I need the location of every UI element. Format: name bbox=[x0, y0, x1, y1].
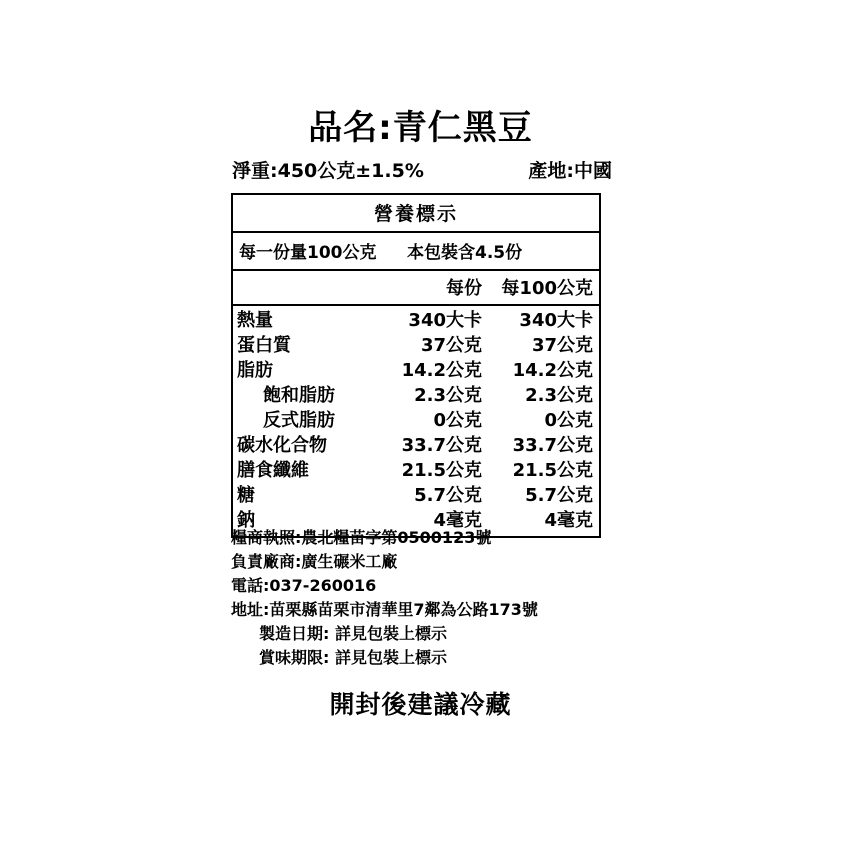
manufacturer-info bbox=[231, 526, 631, 670]
table-row bbox=[237, 433, 595, 458]
nutrient-per-serving: 5.7公克 bbox=[414, 485, 482, 506]
license-line: 糧商執照:農北糧苗字第0500123號 bbox=[231, 528, 492, 547]
best-before-line: 賞味期限: 詳見包裝上標示 bbox=[259, 648, 447, 667]
nutrient-per-100g: 33.7公克 bbox=[512, 435, 593, 456]
net-weight-text: 淨重:450公克±1.5% bbox=[232, 160, 424, 182]
production-date-line: 製造日期: 詳見包裝上標示 bbox=[259, 624, 447, 643]
nutrient-name: 膳食纖維 bbox=[237, 460, 309, 481]
table-row bbox=[237, 358, 595, 383]
nutrition-facts-table bbox=[231, 193, 601, 538]
nutrient-name: 蛋白質 bbox=[237, 335, 291, 356]
page-title: 品名:青仁黑豆 bbox=[308, 108, 533, 148]
nutrient-per-serving: 14.2公克 bbox=[401, 360, 482, 381]
nutrition-rows bbox=[233, 306, 599, 536]
nutrient-per-serving: 340大卡 bbox=[408, 310, 482, 331]
phone-line: 電話:037-260016 bbox=[231, 576, 377, 595]
storage-note: 開封後建議冷藏 bbox=[329, 690, 512, 719]
nutrient-per-serving: 4毫克 bbox=[433, 510, 482, 531]
serving-size: 每一份量100公克 bbox=[239, 243, 377, 263]
nutrient-per-serving: 0公克 bbox=[433, 410, 482, 431]
nutrition-title: 營養標示 bbox=[233, 195, 599, 233]
table-row bbox=[237, 408, 595, 433]
nutrient-per-100g: 14.2公克 bbox=[512, 360, 593, 381]
servings-per-pack: 本包裝含4.5份 bbox=[407, 243, 523, 263]
nutrient-per-serving: 33.7公克 bbox=[401, 435, 482, 456]
table-row bbox=[237, 333, 595, 358]
nutrient-per-serving: 21.5公克 bbox=[401, 460, 482, 481]
manufacturer-line: 負責廠商:廣生碾米工廠 bbox=[231, 552, 398, 571]
column-header-per-100g: 每100公克 bbox=[501, 278, 593, 299]
nutrient-name: 熱量 bbox=[237, 310, 273, 331]
table-column-headers bbox=[233, 271, 599, 306]
nutrient-name: 脂肪 bbox=[237, 360, 273, 381]
table-row bbox=[237, 308, 595, 333]
nutrient-per-100g: 21.5公克 bbox=[512, 460, 593, 481]
table-row bbox=[237, 483, 595, 508]
origin-text: 產地:中國 bbox=[528, 160, 612, 182]
serving-info-row bbox=[233, 233, 599, 271]
nutrient-per-serving: 2.3公克 bbox=[414, 385, 482, 406]
nutrient-per-serving: 37公克 bbox=[420, 335, 482, 356]
nutrient-name: 飽和脂肪 bbox=[263, 385, 335, 406]
nutrient-per-100g: 0公克 bbox=[544, 410, 593, 431]
nutrient-name: 反式脂肪 bbox=[263, 410, 335, 431]
nutrient-name: 鈉 bbox=[237, 510, 255, 531]
weight-origin-line bbox=[232, 156, 612, 183]
nutrient-name: 糖 bbox=[237, 485, 255, 506]
nutrient-per-100g: 37公克 bbox=[531, 335, 593, 356]
column-header-per-serving: 每份 bbox=[446, 278, 482, 299]
address-line: 地址:苗栗縣苗栗市清華里7鄰為公路173號 bbox=[231, 600, 538, 619]
nutrient-per-100g: 340大卡 bbox=[519, 310, 593, 331]
nutrient-per-100g: 4毫克 bbox=[544, 510, 593, 531]
nutrient-per-100g: 5.7公克 bbox=[525, 485, 593, 506]
nutrient-per-100g: 2.3公克 bbox=[525, 385, 593, 406]
table-row bbox=[237, 383, 595, 408]
column-header-nutrient bbox=[237, 274, 369, 300]
table-row bbox=[237, 458, 595, 483]
nutrient-name: 碳水化合物 bbox=[237, 435, 327, 456]
